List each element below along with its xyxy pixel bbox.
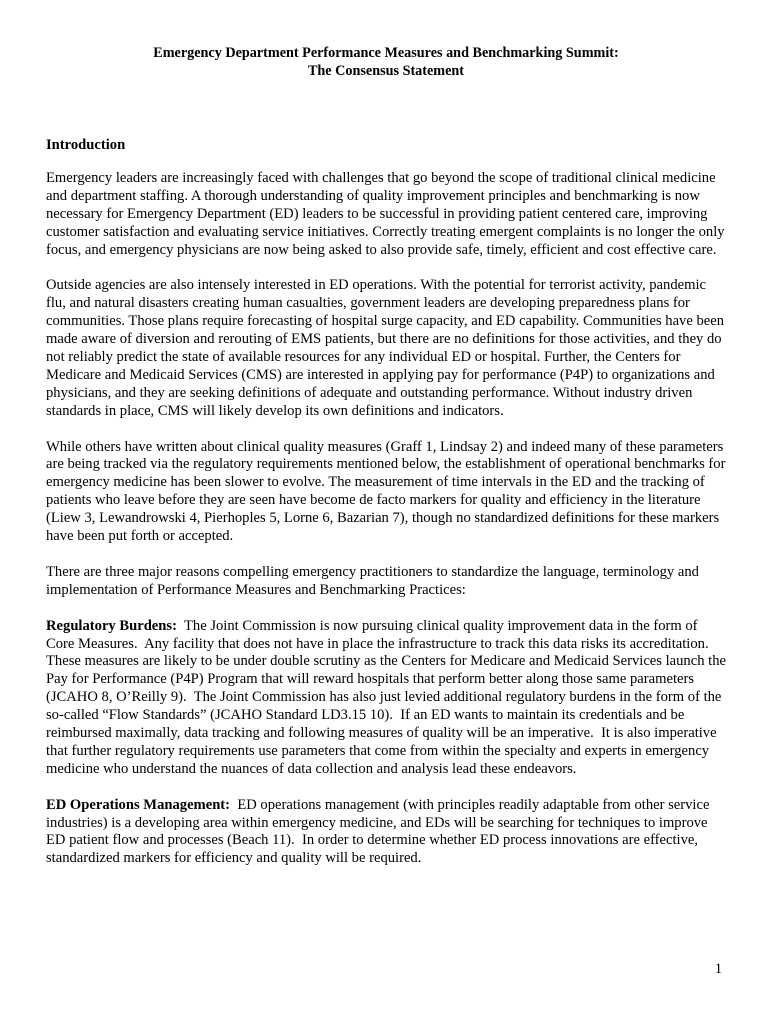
paragraph-1	[46, 170, 726, 260]
page-number: 1	[714, 961, 722, 977]
paragraph-3-text: While others have written about clinical quality measures (Graff 1, Lindsay 2) and indeed many of these parameters are being tracked via the regulatory requirements mentioned below, the establishment of operational benchmarks for emergency medicine has been slower to evolve. The measurement of time intervals in the ED and the tracking of patients who leave before they are seen have become de facto markers for quality and efficiency in the literature (Liew 3, Lewandrowski 4, Pierhoples 5, Lorne 6, Bazarian 7), though no standardized definitions for these markers have been put forth or accepted.	[46, 438, 726, 545]
paragraph-ed-operations-management	[46, 797, 726, 869]
paragraph-lead-ed-operations-management: ED Operations Management:	[46, 796, 231, 813]
paragraph-2-text: Outside agencies are also intensely interested in ED operations. With the potential for terrorist activity, pandemic flu, and natural disasters creating human casualties, government leaders are developing preparedness plans for communities. Those plans require forecasting of hospital surge capacity, and ED capability. Communities have been made aware of diversion and rerouting of EMS patients, but there are no definitions for those activities, and they do not reliably predict the state of available resources for any individual ED or hospital. Further, the Centers for Medicare and Medicaid Services (CMS) are interested in applying pay for performance (P4P) to organizations and physicians, and they are seeking definitions of adequate and outstanding performance. Without industry driven standards in place, CMS will likely develop its own definitions and indicators.	[46, 277, 725, 419]
paragraph-1-text: Emergency leaders are increasingly faced with challenges that go beyond the scope of traditional clinical medicine and department staffing. A thorough understanding of quality improvement principles and benchmarking is now necessary for Emergency Department (ED) leaders to be successful in providing patient centered care, improving customer satisfaction and evaluating service initiatives. Correctly treating emergent complaints is no longer the only focus, and emergency physicians are now being asked to also provide safe, timely, efficient and cost effective care.	[46, 170, 725, 258]
paragraph-lead-regulatory-burdens: Regulatory Burdens:	[46, 617, 177, 634]
document-title	[46, 44, 726, 80]
title-line-2: The Consensus Statement	[307, 63, 465, 79]
paragraph-3	[46, 439, 726, 546]
paragraph-4-text: There are three major reasons compelling emergency practitioners to standardize the language, terminology and implementation of Performance Measures and Benchmarking Practices:	[46, 563, 699, 598]
paragraph-6-text: ED operations management (with principles readily adaptable from other service industries) is a developing area within emergency medicine, and EDs will be searching for techniques to improve ED patient flow and processes (Beach 11). In order to determine whether ED process innovations are effective, standardized markers for efficiency and quality will be required.	[46, 796, 714, 867]
paragraph-regulatory-burdens	[46, 617, 730, 779]
paragraph-2	[46, 277, 726, 420]
document-page	[46, 44, 730, 886]
paragraph-5-text: The Joint Commission is now pursuing clinical quality improvement data in the form of Core Measures. Any facility that does not have in place the infrastructure to track this data risks its accreditation. These measures are likely to be under double scrutiny as the Centers for Medicare and Medicaid Services launch the Pay for Performance (P4P) Program that will reward hospitals that perform better along those same parameters (JCAHO 8, O’Reilly 9). The Joint Commission has also just levied additional regulatory burdens in the form of the so-called “Flow Standards” (JCAHO Standard LD3.15 10). If an ED wants to maintain its credentials and be reimbursed maximally, data tracking and following measures of quality will be an imperative. It is also imperative that further regulatory requirements use parameters that come from within the specialty and experts in emergency medicine who understand the nuances of data collection and analysis lead these endeavors.	[46, 617, 730, 777]
paragraph-4	[46, 564, 726, 600]
section-heading-introduction: Introduction	[46, 137, 126, 153]
title-line-1: Emergency Department Performance Measures and Benchmarking Summit:	[153, 45, 619, 61]
